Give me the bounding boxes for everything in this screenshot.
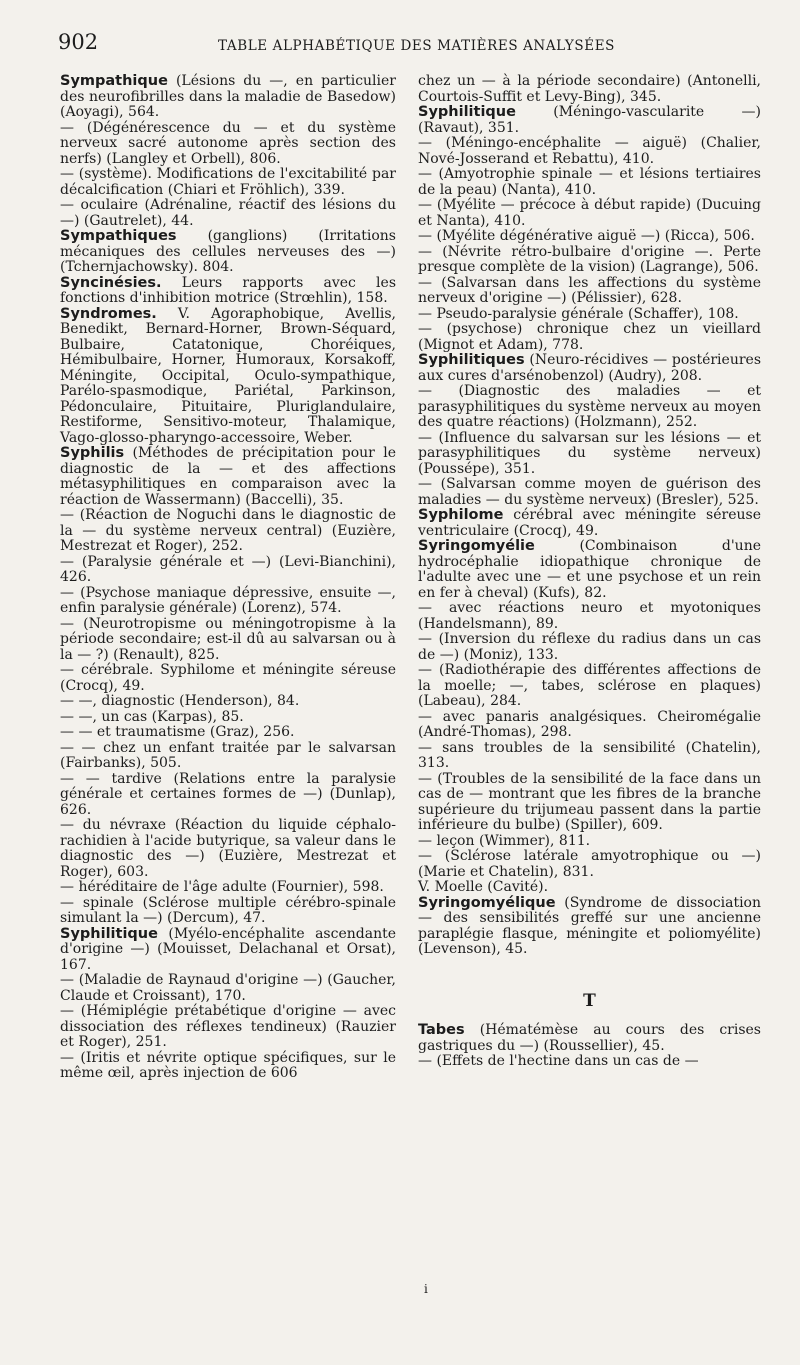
entry-text: — (Diagnostic des maladies — et parasyphilitiques du système nerveux au moyen des quatre réactions) (Holzmann), 252. <box>418 383 761 430</box>
index-entry <box>418 539 761 601</box>
index-entry <box>418 601 761 632</box>
index-entry <box>418 1023 761 1054</box>
footer-mark: i <box>424 1282 428 1296</box>
index-entry <box>418 353 761 384</box>
entry-text: — (Inversion du réflexe du radius dans un cas de —) (Moniz), 133. <box>418 631 761 663</box>
entry-text: (Méthodes de précipitation pour le diagnostic de la — et des affections métasyphilitiques en comparaison avec la réaction de Wassermann) (Baccelli), 35. <box>60 445 396 508</box>
index-entry <box>418 477 761 508</box>
entry-text: — (Paralysie générale et —) (Levi-Bianchini), 426. <box>60 553 396 585</box>
entry-text: (Méningo-vascularite —) (Ravaut), 351. <box>418 104 761 136</box>
entry-text: — du névraxe (Réaction du liquide céphalo-rachidien à l'acide butyrique, sa valeur dans le diagnostic des —) (Euzière, Mestrezat et Roger), 603. <box>60 817 396 880</box>
entry-text: — leçon (Wimmer), 811. <box>418 832 591 849</box>
entry-text: — (Myélite — précoce à début rapide) (Ducuing et Nanta), 410. <box>418 197 761 229</box>
index-entry <box>60 880 396 896</box>
index-entry <box>418 834 761 850</box>
entry-headword: Sympathique <box>60 73 168 89</box>
index-entry <box>60 555 396 586</box>
section-letter: T <box>583 990 596 1011</box>
entry-text: — (Salvarsan comme moyen de guérison des maladies — du système nerveux) (Bresler), 525. <box>418 476 761 508</box>
entry-text: — — et traumatisme (Graz), 256. <box>60 724 295 740</box>
index-entry <box>418 710 761 741</box>
index-entry <box>60 896 396 927</box>
entry-text: — (Dégénérescence du — et du système nerveux sacré autonome après section des nerfs) (Langley et Orbell), 806. <box>60 119 396 167</box>
entry-text: (Hématémèse au cours des crises gastriques du —) (Roussellier), 45. <box>418 1022 761 1054</box>
right-column <box>418 74 761 1070</box>
page-header <box>58 30 770 60</box>
entry-headword: Syndromes. <box>60 305 157 322</box>
index-entry <box>418 741 761 772</box>
index-entry <box>60 741 396 772</box>
index-entry <box>418 880 761 896</box>
entry-text: — (Radiothérapie des différentes affections de la moelle; —, tabes, sclérose en plaques) (Labeau), 284. <box>418 662 761 709</box>
index-entry <box>418 431 761 478</box>
entry-text: — (Effets de l'hectine dans un cas de — <box>418 1053 699 1069</box>
index-entry <box>418 384 761 431</box>
entry-text: — (Maladie de Raynaud d'origine —) (Gaucher, Claude et Croissant), 170. <box>60 972 396 1004</box>
index-entry <box>60 307 396 447</box>
entry-text: (ganglions) (Irritations mécaniques des cellules nerveuses des —) (Tchernjachowsky). 804. <box>60 228 396 275</box>
entry-text: — (système). Modifications de l'excitabilité par décalcification (Chiari et Fröhlich), 339. <box>60 166 396 198</box>
entry-text: — (Salvarsan dans les affections du système nerveux d'origine —) (Pélissier), 628. <box>418 274 761 306</box>
entry-text: — avec panaris analgésiques. Cheiromégalie (André-Thomas), 298. <box>418 708 761 740</box>
index-entry <box>60 167 396 198</box>
entry-text: (Syndrome de dissociation — des sensibilités greffé sur une ancienne paraplégie flasque, méningite et poliomyélite) (Levenson), 45. <box>418 894 761 957</box>
index-entry <box>418 136 761 167</box>
index-entry <box>418 772 761 834</box>
index-entry <box>60 617 396 664</box>
entry-text: (Combinaison d'une hydrocéphalie idiopathique chronique de l'adulte avec une — et une psychose et un rein en fer à cheval) (Kufs), 82. <box>418 538 761 601</box>
entry-text: — —, diagnostic (Henderson), 84. <box>60 693 300 709</box>
entry-text: chez un — à la période secondaire) (Antonelli, Courtois-Suffit et Levy-Bing), 345. <box>418 73 761 105</box>
entry-text: — — tardive (Relations entre la paralysie générale et certaines formes de —) (Dunlap), 626. <box>60 770 396 818</box>
index-entry <box>60 74 396 121</box>
index-entry <box>60 927 396 974</box>
entry-text: — spinale (Sclérose multiple cérébro-spinale simulant la —) (Dercum), 47. <box>60 894 396 926</box>
index-entry <box>418 276 761 307</box>
index-entry <box>418 198 761 229</box>
index-entry <box>60 446 396 508</box>
entry-text: — (Névrite rétro-bulbaire d'origine —. Perte presque complète de la vision) (Lagrange), 506. <box>418 243 761 275</box>
index-entry <box>60 663 396 694</box>
index-entry <box>418 229 761 245</box>
entry-text: — (Amyotrophie spinale — et lésions tertiaires de la peau) (Nanta), 410. <box>418 166 761 198</box>
index-entry <box>60 198 396 229</box>
entry-text: — avec réactions neuro et myotoniques (Handelsmann), 89. <box>418 600 761 632</box>
entry-headword: Syringomyélique <box>418 894 556 911</box>
entry-headword: Syphilitique <box>418 104 516 120</box>
index-entry <box>418 322 761 353</box>
entry-headword: Sympathiques <box>60 228 177 244</box>
left-column <box>60 74 396 1082</box>
entry-headword: Tabes <box>418 1022 465 1038</box>
entry-text: — cérébrale. Syphilome et méningite séreuse (Crocq), 49. <box>60 662 396 694</box>
entry-headword: Syphilis <box>60 445 125 461</box>
entry-text: — (Sclérose latérale amyotrophique ou —) (Marie et Chatelin), 831. <box>418 848 761 880</box>
index-entry <box>418 1054 761 1070</box>
index-entry <box>60 1004 396 1051</box>
index-entry <box>60 973 396 1004</box>
index-entry <box>60 508 396 555</box>
entry-headword: Syphilitiques <box>418 352 525 368</box>
entry-headword: Syphilitique <box>60 925 158 942</box>
entry-text: — (Iritis et névrite optique spécifiques, sur le même œil, après injection de 606 <box>60 1049 396 1081</box>
entry-text: V. Agoraphobique, Avellis, Benedikt, Bernard-Horner, Brown-Séquard, Bulbaire, Catatonique, Choréiques, Hémibulbaire, Horner, Humoraux, Korsakoff, Méningite, Occipital, Oculo-sympathique, Parélo-spasmodique, Pariétal, Parkinson, Pédonculaire, Pituitaire, Pluriglandulaire, Restiforme, Sensitivo-moteur, Thalamique, Vago-glosso-pharyngo-accessoire, Weber. <box>60 305 396 446</box>
entry-text: — sans troubles de la sensibilité (Chatelin), 313. <box>418 739 761 771</box>
entry-text: — (Hémiplégie prétabétique d'origine — avec dissociation des réflexes tendineux) (Rauzier et Roger), 251. <box>60 1003 396 1050</box>
index-entry <box>418 74 761 105</box>
entry-text: — Pseudo-paralysie générale (Schaffer), 108. <box>418 305 739 322</box>
entry-text: — (Myélite dégénérative aiguë —) (Ricca), 506. <box>418 228 755 244</box>
index-entry <box>418 307 761 323</box>
entry-text: — héréditaire de l'âge adulte (Fournier), 598. <box>60 879 384 895</box>
index-entry <box>60 818 396 880</box>
entry-text: — (Méningo-encéphalite — aiguë) (Chalier, Nové-Josserand et Rebattu), 410. <box>418 135 761 167</box>
entry-text: — (Influence du salvarsan sur les lésions — et parasyphilitiques du système nerveux) (Poussépe), 351. <box>418 429 761 477</box>
index-entry <box>418 245 761 276</box>
entry-text: (Myélo-encéphalite ascendante d'origine —) (Mouisset, Delachanal et Orsat), 167. <box>60 925 396 973</box>
entry-headword: Syringomyélie <box>418 538 535 554</box>
index-entry <box>418 632 761 663</box>
entry-headword: Syncinésies. <box>60 274 162 291</box>
index-entry <box>60 586 396 617</box>
running-title: TABLE ALPHABÉTIQUE DES MATIÈRES ANALYSÉES <box>218 38 616 54</box>
entry-text: Leurs rapports avec les fonctions d'inhibition motrice (Strœhlin), 158. <box>60 274 396 306</box>
index-entry <box>60 694 396 710</box>
index-entry <box>418 508 761 539</box>
index-entry <box>60 772 396 819</box>
entry-text: (Neuro-récidives — postérieures aux cures d'arsénobenzol) (Audry), 208. <box>418 352 761 384</box>
page-number: 902 <box>58 30 99 54</box>
index-entry <box>418 167 761 198</box>
index-entry <box>60 121 396 168</box>
entry-text: — (Neurotropisme ou méningotropisme à la période secondaire; est-il dû au salvarsan ou à la — ?) (Renault), 825. <box>60 615 396 663</box>
entry-text: cérébral avec méningite séreuse ventriculaire (Crocq), 49. <box>418 507 761 539</box>
index-entry <box>418 663 761 710</box>
entry-text: V. Moelle (Cavité). <box>418 879 549 895</box>
entry-text: — (Troubles de la sensibilité de la face dans un cas de — montrant que les fibres de la branche supérieure du trijumeau passent dans la partie inférieure du bulbe) (Spiller), 609. <box>418 770 761 833</box>
entry-text: (Lésions du —, en particulier des neurofibrilles dans la maladie de Basedow) (Aoyagi), 564. <box>60 73 396 120</box>
index-entry <box>418 105 761 136</box>
index-entry <box>418 849 761 880</box>
entry-text: — (Psychose maniaque dépressive, ensuite —, enfin paralysie générale) (Lorenz), 574. <box>60 584 396 616</box>
entry-text: — (Réaction de Noguchi dans le diagnostic de la — du système nerveux central) (Euzière, Mestrezat et Roger), 252. <box>60 507 396 554</box>
entry-text: — (psychose) chronique chez un vieillard (Mignot et Adam), 778. <box>418 321 761 353</box>
entry-text: — — chez un enfant traitée par le salvarsan (Fairbanks), 505. <box>60 739 396 771</box>
index-entry <box>60 229 396 276</box>
index-entry <box>418 896 761 958</box>
entry-text: — —, un cas (Karpas), 85. <box>60 708 244 725</box>
entry-text: — oculaire (Adrénaline, réactif des lésions du —) (Gautrelet), 44. <box>60 197 396 229</box>
index-entry <box>60 710 396 726</box>
index-entry <box>60 1051 396 1082</box>
entry-headword: Syphilome <box>418 507 504 523</box>
index-entry <box>60 276 396 307</box>
index-entry <box>60 725 396 741</box>
